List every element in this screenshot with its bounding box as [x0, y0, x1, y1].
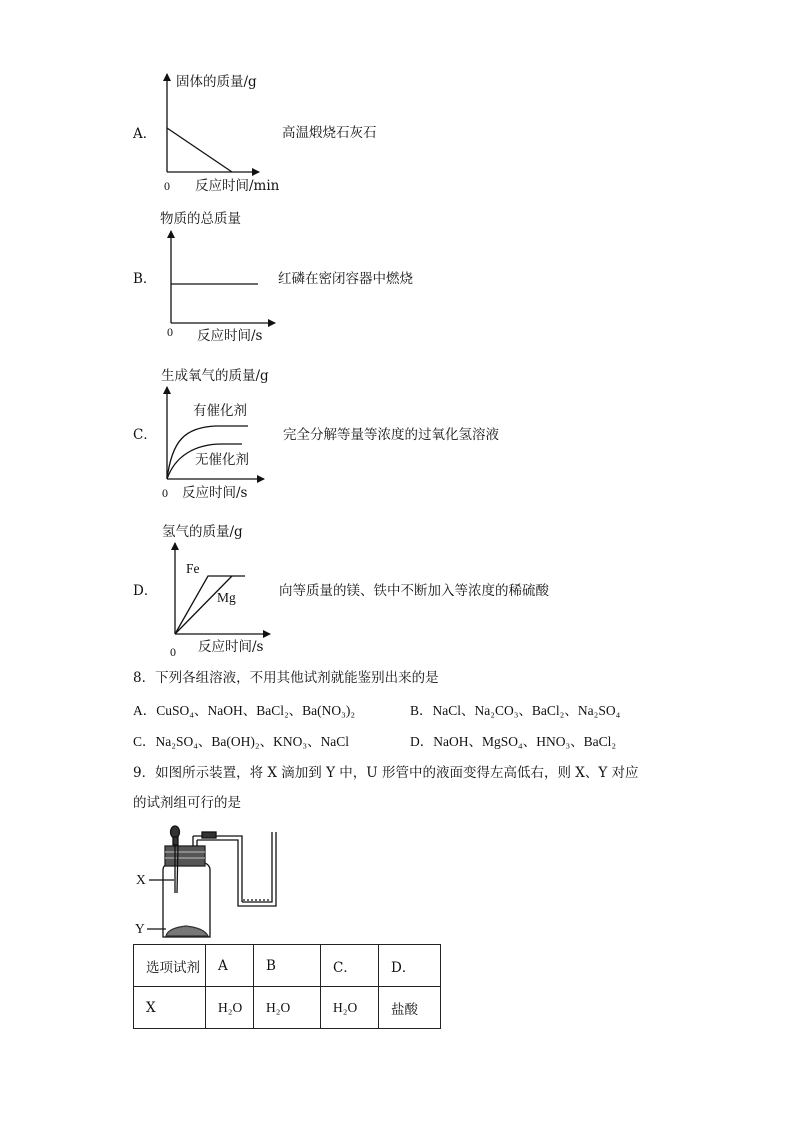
option-c-catalyst-curve — [167, 426, 248, 479]
option-a-description: 高温煅烧石灰石 — [282, 125, 377, 141]
option-d-fe-line — [175, 576, 245, 634]
table-cell: X — [134, 987, 206, 1029]
apparatus-drawing — [147, 826, 276, 937]
question-9-stem-line-2: 的试剂组可行的是 — [133, 795, 241, 811]
option-c-origin: 0 — [162, 486, 168, 500]
option-b-origin: 0 — [167, 325, 173, 339]
table-cell: H₂O — [206, 987, 254, 1029]
question-8-option-b: B．NaCl、Na₂CO₃、BaCl₂、Na₂SO₄ — [410, 703, 621, 718]
question-9-stem-line-1: 9．如图所示装置，将 X 滴加到 Y 中，U 形管中的液面变得左高低右，则 X、Y 对应 — [133, 765, 639, 781]
table-cell: D． — [379, 945, 441, 987]
option-d-description: 向等质量的镁、铁中不断加入等浓度的稀硫酸 — [279, 583, 549, 599]
table-row — [134, 987, 441, 1029]
option-c-description: 完全分解等量等浓度的过氧化氢溶液 — [283, 427, 499, 443]
option-c-top-curve-label: 有催化剂 — [193, 403, 247, 419]
table-row — [134, 945, 441, 987]
table-cell: B — [254, 945, 321, 987]
table-cell: H₂O — [254, 987, 321, 1029]
option-a-letter: A． — [133, 126, 157, 142]
question-8-stem: 8．下列各组溶液，不用其他试剂就能鉴别出来的是 — [133, 670, 439, 686]
option-a-origin: 0 — [164, 179, 170, 193]
option-b-ylabel: 物质的总质量 — [160, 211, 241, 227]
option-b-xlabel: 反应时间/s — [197, 328, 263, 344]
table-cell: H₂O — [321, 987, 379, 1029]
option-b-description: 红磷在密闭容器中燃烧 — [278, 271, 413, 287]
option-d-fe-label: Fe — [186, 561, 200, 576]
table-cell: 盐酸 — [379, 987, 441, 1029]
table-cell: C． — [321, 945, 379, 987]
apparatus-label-x: X — [136, 872, 146, 887]
option-c-letter: C． — [133, 427, 157, 443]
option-d-ylabel: 氢气的质量/g — [162, 524, 243, 540]
option-a-line — [167, 128, 232, 172]
option-c-bottom-curve-label: 无催化剂 — [195, 452, 249, 468]
option-b-letter: B． — [133, 271, 157, 287]
option-a-ylabel: 固体的质量/g — [176, 74, 257, 90]
question-9-options-table — [133, 944, 441, 1029]
option-d-origin: 0 — [170, 645, 176, 659]
option-d-letter: D． — [133, 583, 158, 599]
apparatus-label-y: Y — [135, 921, 145, 936]
table-cell: 选项试剂 — [134, 945, 206, 987]
question-8-option-d: D．NaOH、MgSO₄、HNO₃、BaCl₂ — [410, 734, 617, 749]
question-8-option-c: C．Na₂SO₄、Ba(OH)₂、KNO₃、NaCl — [133, 734, 350, 749]
table-cell: A — [206, 945, 254, 987]
option-c-xlabel: 反应时间/s — [182, 485, 248, 501]
option-c-no-catalyst-curve — [167, 444, 242, 479]
option-a-xlabel: 反应时间/min — [195, 178, 280, 194]
option-d-xlabel: 反应时间/s — [198, 639, 264, 655]
option-d-mg-label: Mg — [217, 590, 236, 605]
option-c-ylabel: 生成氧气的质量/g — [161, 368, 269, 384]
question-8-option-a: A．CuSO₄、NaOH、BaCl₂、Ba(NO₃)₂ — [133, 703, 356, 718]
